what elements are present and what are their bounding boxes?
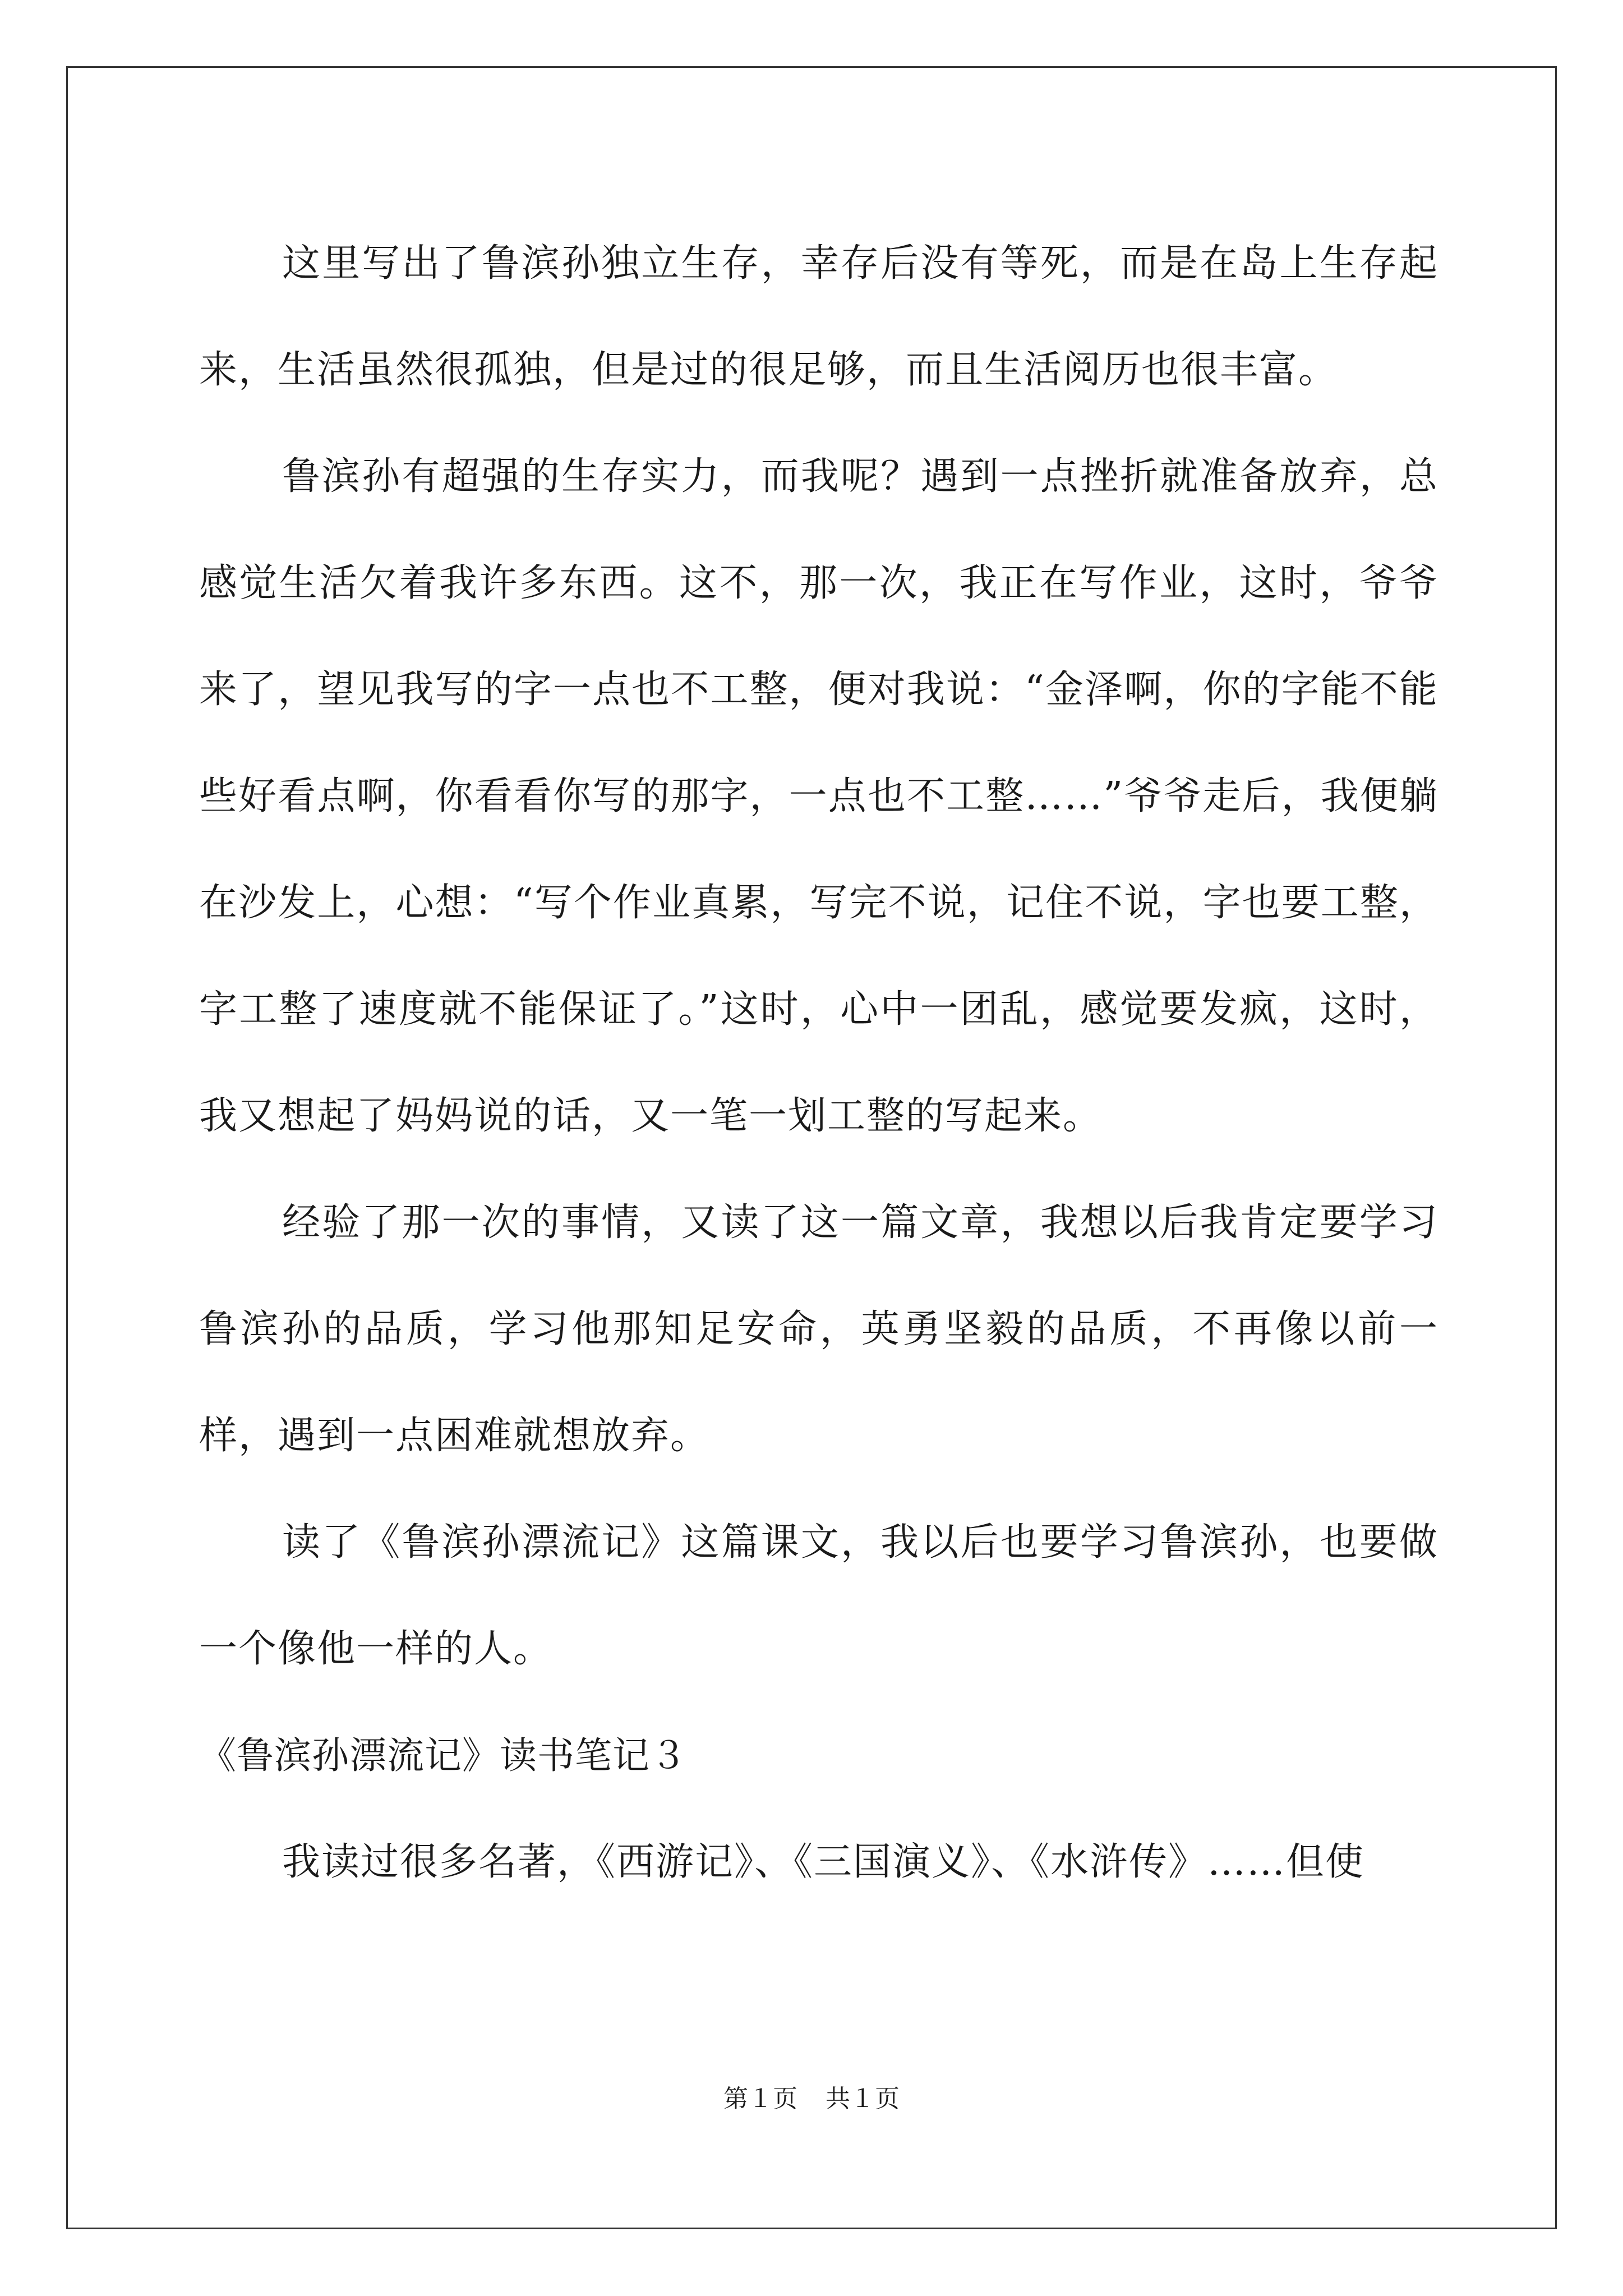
paragraph-5: 我读过很多名著，《西游记》、《三国演义》、《水浒传》……但使 xyxy=(282,1840,1365,1884)
page-footer xyxy=(0,2078,1623,2114)
section-heading: 《鲁滨孙漂流记》读书笔记３ xyxy=(199,1734,688,1777)
paragraph-3: 经验了那一次的事情，又读了这一篇文章，我想以后我肯定要学习鲁滨孙的品质，学习他那知足安命，英勇坚毅的品质，不再像以前一样，遇到一点困难就想放弃。 xyxy=(199,1200,1438,1458)
paragraph-4: 读了《鲁滨孙漂流记》这篇课文，我以后也要学习鲁滨孙，也要做一个像他一样的人。 xyxy=(199,1520,1438,1671)
paragraph-2: 鲁滨孙有超强的生存实力，而我呢？遇到一点挫折就准备放弃，总感觉生活欠着我许多东西。这不，那一次，我正在写作业，这时，爷爷来了，望见我写的字一点也不工整，便对我说：“金泽啊，你的字能不能些好看点啊，你看看你写的那字，一点也不工整……”爷爷走后，我便躺在沙发上，心想：“写个作业真累，写完不说，记住不说，字也要工整，字工整了速度就不能保证了。”这时，心中一团乱，感觉要发疯，这时，我又想起了妈妈说的话，又一笔一划工整的写起来。 xyxy=(199,454,1438,1138)
document-body xyxy=(199,210,1438,1916)
page-total: 共１页 xyxy=(826,2085,900,2113)
paragraph-1: 这里写出了鲁滨孙独立生存，幸存后没有等死，而是在岛上生存起来，生活虽然很孤独，但是过的很足够，而且生活阅历也很丰富。 xyxy=(199,241,1438,392)
page-number: 第１页 xyxy=(723,2085,797,2113)
